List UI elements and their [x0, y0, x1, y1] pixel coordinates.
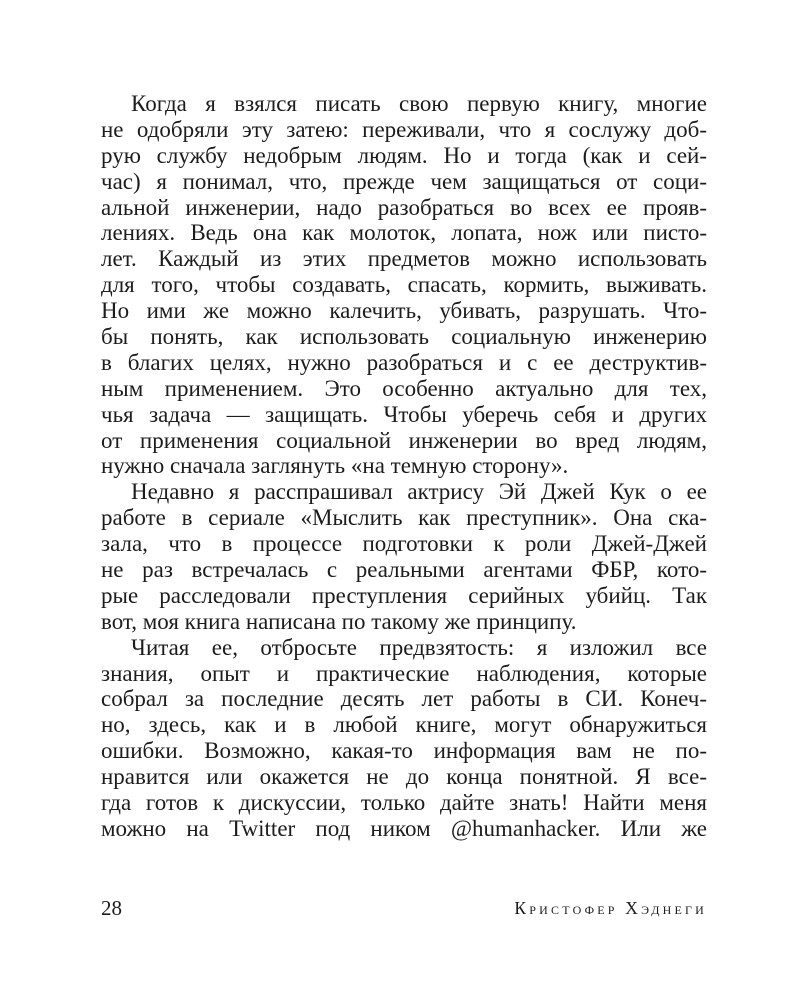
body-text: [101, 91, 707, 842]
running-head-author: Кристофер Хэднеги: [514, 898, 707, 918]
text-line: лениях. Ведь она как молоток, лопата, нож или писто-: [101, 220, 707, 246]
text-line: бы понять, как использовать социальную инженерию: [101, 324, 707, 350]
text-line: нужно сначала заглянуть «на темную сторону».: [101, 453, 569, 479]
text-line: ным применением. Это особенно актуально для тех,: [101, 375, 707, 401]
text-line: Читая ее, отбросьте предвзятость: я изложил все: [131, 634, 707, 660]
text-line: ошибки. Возможно, какая-то информация вам не по-: [101, 738, 707, 764]
text-line: не одобряли эту затею: переживали, что я сослужу доб-: [101, 116, 707, 142]
text-line: работе в сериале «Мыслить как преступник». Она ска-: [101, 505, 707, 531]
text-line: лет. Каждый из этих предметов можно использовать: [101, 246, 707, 272]
text-line: Но ими же можно калечить, убивать, разрушать. Что-: [101, 298, 707, 324]
text-line: час) я понимал, что, прежде чем защищаться от соци-: [101, 168, 707, 194]
text-line: знания, опыт и практические наблюдения, которые: [101, 660, 707, 686]
text-line: но, здесь, как и в любой книге, могут обнаружиться: [101, 712, 707, 738]
text-line: вот, моя книга написана по такому же принципу.: [101, 608, 577, 634]
text-line: от применения социальной инженерии во вред людям,: [101, 427, 707, 453]
text-line: не раз встречалась с реальными агентами ФБР, кото-: [101, 557, 707, 583]
text-line: можно на Twitter под ником @humanhacker. Или же: [101, 815, 707, 841]
page-number: 28: [101, 896, 122, 920]
text-line: рые расследовали преступления серийных убийц. Так: [101, 582, 707, 608]
text-line: альной инженерии, надо разобраться во всех ее прояв-: [101, 194, 707, 220]
text-line: в благих целях, нужно разобраться и с ее деструктив-: [101, 349, 707, 375]
text-line: гда готов к дискуссии, только дайте знать! Найти меня: [101, 790, 707, 816]
page-footer: [101, 895, 707, 921]
text-line: нравится или окажется не до конца понятной. Я все-: [101, 764, 707, 790]
text-line: Недавно я расспрашивал актрису Эй Джей Кук о ее: [131, 479, 707, 505]
text-line: собрал за последние десять лет работы в СИ. Конеч-: [101, 686, 707, 712]
text-line: рую службу недобрым людям. Но и тогда (как и сей-: [101, 142, 707, 168]
text-line: чья задача — защищать. Чтобы уберечь себя и других: [101, 401, 707, 427]
text-line: для того, чтобы создавать, спасать, кормить, выживать.: [101, 272, 707, 298]
text-line: зала, что в процессе подготовки к роли Джей-Джей: [101, 531, 707, 557]
text-line: Когда я взялся писать свою первую книгу, многие: [131, 91, 707, 116]
